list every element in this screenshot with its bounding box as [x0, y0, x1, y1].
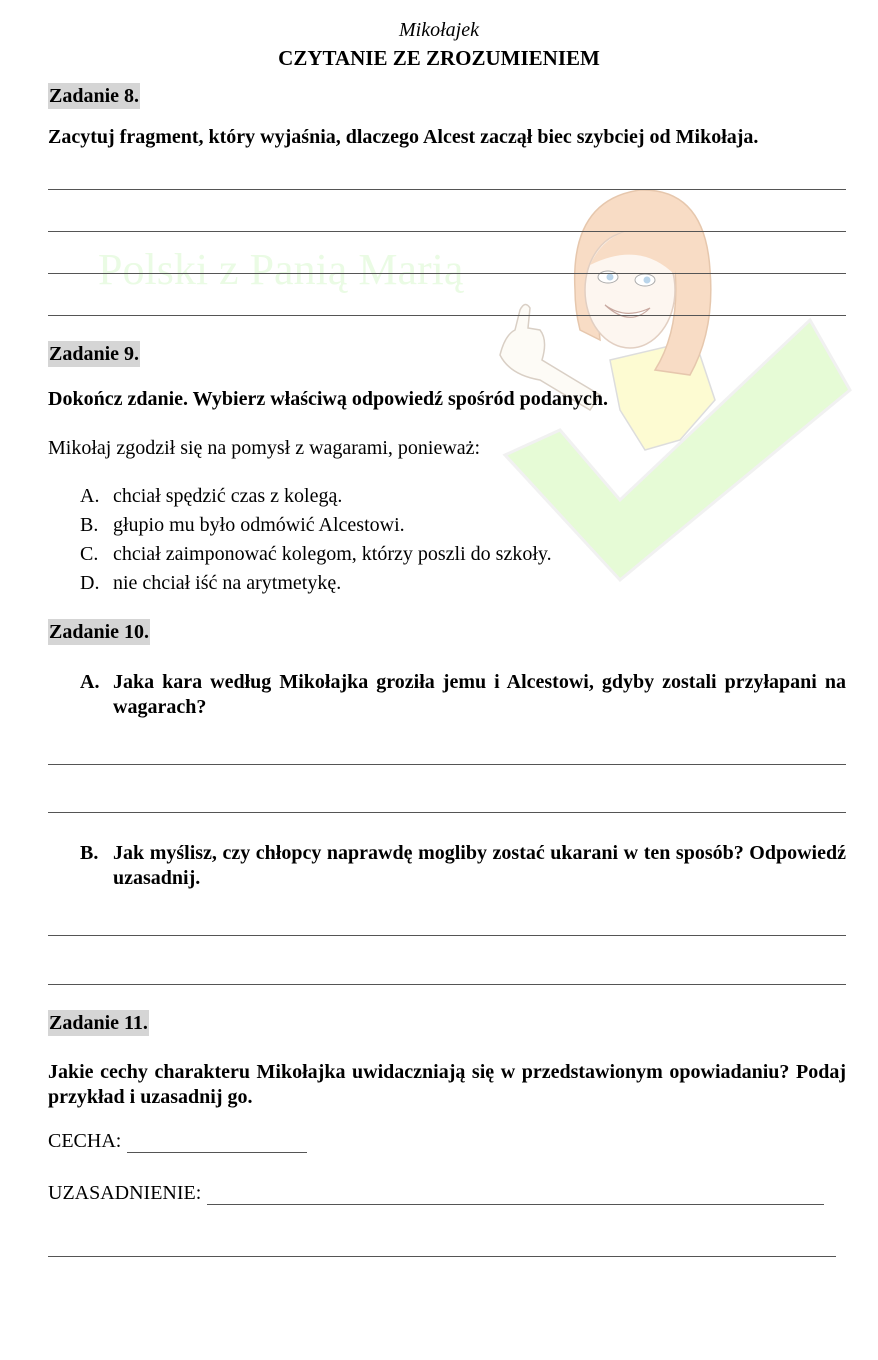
task-8-label: Zadanie 8. [49, 85, 140, 107]
task-8-answer-line-1[interactable] [48, 189, 846, 190]
task-9-stem: Mikołaj zgodził się na pomysł z wagarami, ponieważ: [48, 437, 481, 459]
task-9-option-b[interactable] [80, 514, 405, 537]
option-text: nie chciał iść na arytmetykę. [113, 572, 342, 594]
task-9-option-c[interactable] [80, 543, 552, 566]
task-10-label: Zadanie 10. [49, 621, 150, 643]
task-9-label: Zadanie 9. [49, 343, 140, 365]
task-11-instruction: Jakie cechy charakteru Mikołajka uwidaczniają się w przedstawionym opowiadaniu? Podaj przykład i uzasadnij go. [48, 1061, 846, 1108]
watermark-text: Polski z Panią Marią [98, 245, 464, 294]
task-8-instruction: Zacytuj fragment, który wyjaśnia, dlaczego Alcest zaczął biec szybciej od Mikołaja. [48, 126, 759, 148]
task-10a-answer-line-2[interactable] [48, 812, 846, 813]
subquestion-text: Jak myślisz, czy chłopcy naprawdę mogliby zostać ukarani w ten sposób? Odpowiedź uzasadnij. [113, 842, 846, 889]
justification-label: UZASADNIENIE: [48, 1182, 202, 1204]
task-9-option-a[interactable] [80, 485, 342, 508]
document-heading: CZYTANIE ZE ZROZUMIENIEM [278, 46, 600, 70]
subquestion-text: Jaka kara według Mikołajka groziła jemu i Alcestowi, gdyby zostali przyłapani na wagarach? [113, 671, 846, 718]
task-10-subquestion-a [80, 670, 846, 720]
option-text: chciał zaimponować kolegom, którzy poszli do szkoły. [113, 543, 552, 565]
task-10b-answer-line-1[interactable] [48, 935, 846, 936]
task-10a-answer-line-1[interactable] [48, 764, 846, 765]
task-10b-answer-line-2[interactable] [48, 984, 846, 985]
option-letter: B. [80, 514, 99, 536]
option-text: chciał spędzić czas z kolegą. [113, 485, 343, 507]
task-8-answer-line-4[interactable] [48, 315, 846, 316]
trait-answer-blank[interactable] [127, 1134, 307, 1153]
option-letter: D. [80, 572, 100, 594]
option-letter: A. [80, 485, 100, 507]
subquestion-letter: B. [80, 842, 99, 864]
justification-answer-blank[interactable] [207, 1186, 824, 1205]
justification-field-row [48, 1182, 824, 1205]
task-9-option-d[interactable] [80, 572, 341, 595]
task-10-subquestion-b [80, 841, 846, 891]
option-letter: C. [80, 543, 99, 565]
task-11-label: Zadanie 11. [49, 1012, 148, 1034]
trait-field-row [48, 1130, 307, 1153]
task-9-instruction: Dokończ zdanie. Wybierz właściwą odpowiedź spośród podanych. [48, 388, 609, 410]
trait-label: CECHA: [48, 1130, 122, 1152]
task-8-answer-line-2[interactable] [48, 231, 846, 232]
option-text: głupio mu było odmówić Alcestowi. [113, 514, 405, 536]
task-8-answer-line-3[interactable] [48, 273, 846, 274]
justification-answer-line-2[interactable] [48, 1256, 836, 1257]
document-title: Mikołajek [399, 19, 479, 41]
subquestion-letter: A. [80, 671, 100, 693]
